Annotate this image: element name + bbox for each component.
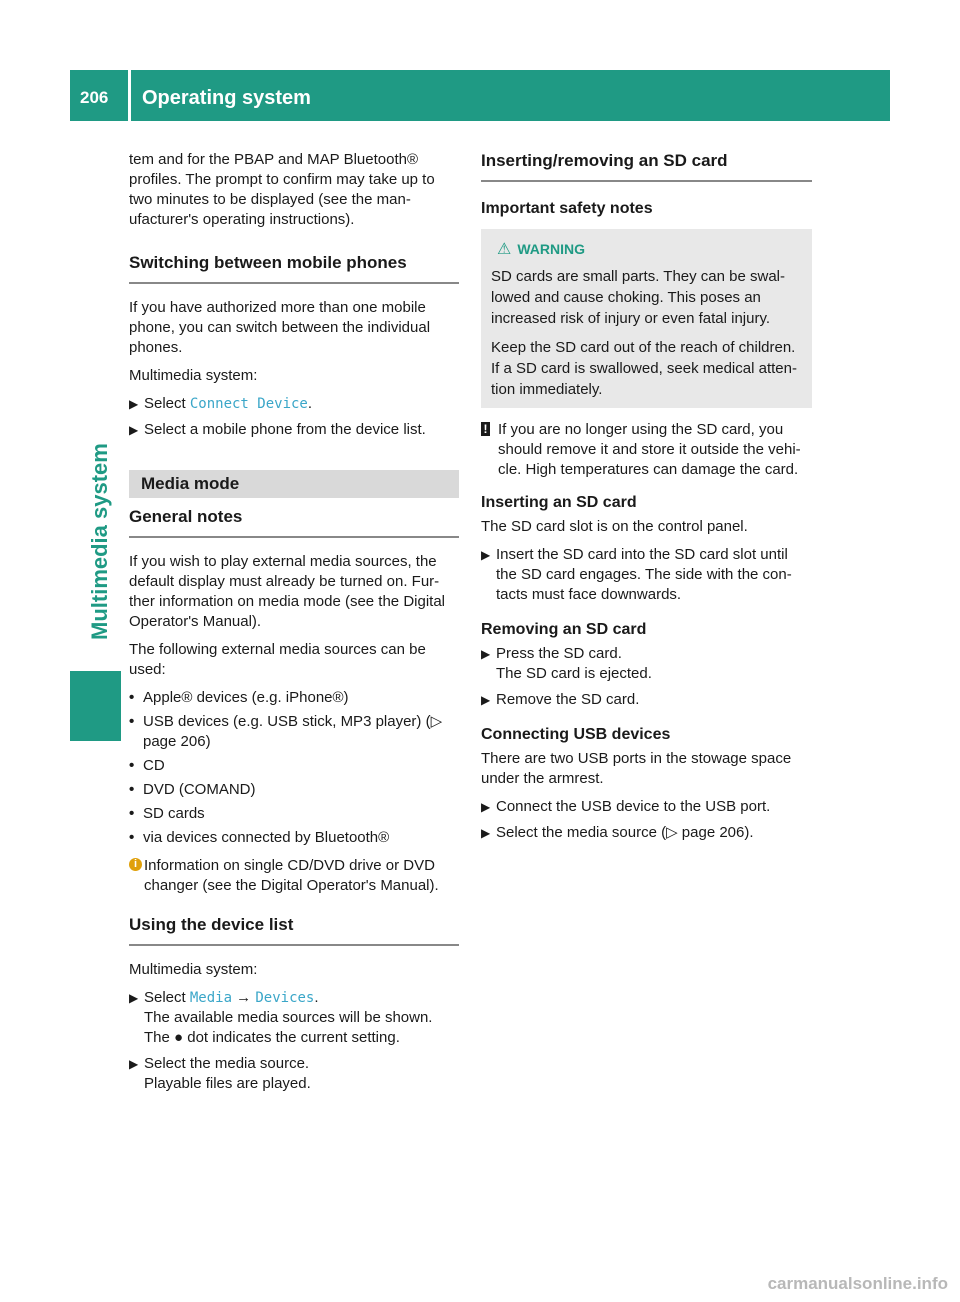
- warning-box: [481, 229, 812, 408]
- bullet-icon: •: [129, 805, 135, 822]
- device-list-step-2: ▶ Select the media source. Playable files are played.: [129, 1055, 311, 1092]
- watermark: carmanualsonline.info: [767, 1274, 948, 1293]
- inserting-text: The SD card slot is on the control panel.: [481, 518, 748, 535]
- bullet-icon: •: [129, 757, 135, 774]
- device-list-step-1: ▶ Select Media → Devices. The available media sources will be shown. The ● dot indicates the current setting.: [129, 989, 433, 1046]
- general-notes-heading: General notes: [129, 506, 459, 538]
- warning-text-1: SD cards are small parts. They can be swal-lowed and cause choking. This poses an increased risk of injury or even fatal injury.: [491, 268, 786, 327]
- step-arrow-icon: ▶: [129, 423, 139, 437]
- general-text-1: If you wish to play external media sources, the default display must already be turned on. Fur-ther information on media mode (see the Digital Operator's Manual).: [129, 553, 445, 630]
- left-column: [129, 150, 459, 1100]
- info-note: i Information on single CD/DVD drive or DVD changer (see the Digital Operator's Manual).: [129, 856, 459, 896]
- removing-step-2: ▶ Remove the SD card.: [481, 691, 640, 708]
- bullet-icon: •: [129, 781, 135, 798]
- bullet-icon: •: [129, 713, 135, 730]
- switching-step-2: ▶ Select a mobile phone from the device list.: [129, 421, 426, 438]
- switching-system-label: Multimedia system:: [129, 367, 258, 384]
- removing-heading: Removing an SD card: [481, 621, 647, 638]
- page-title: Operating system: [142, 87, 311, 109]
- usb-heading: Connecting USB devices: [481, 726, 671, 743]
- intro-paragraph: tem and for the PBAP and MAP Bluetooth® profiles. The prompt to confirm may take up to two minutes to be displayed (see the man-ufacturer's operating instructions).: [129, 151, 435, 228]
- inserting-step: ▶ Insert the SD card into the SD card slot until the SD card engages. The side with the con-tacts must face downwards.: [481, 546, 792, 603]
- list-item: • via devices connected by Bluetooth®: [129, 829, 390, 846]
- bullet-icon: •: [129, 829, 135, 846]
- sd-heading: Inserting/removing an SD card: [481, 150, 812, 182]
- chapter-label: Multimedia system: [87, 443, 112, 640]
- media-mode-band: Media mode: [129, 470, 459, 498]
- general-text-2: The following external media sources can be used:: [129, 641, 426, 678]
- list-item: • CD: [129, 757, 165, 774]
- switching-text: If you have authorized more than one mobile phone, you can switch between the individual phones.: [129, 299, 431, 356]
- warning-header: ⚠ WARNING: [497, 241, 586, 258]
- step-arrow-icon: ▶: [129, 991, 139, 1005]
- list-item: • Apple® devices (e.g. iPhone®): [129, 689, 349, 706]
- devices-menu[interactable]: Devices: [255, 990, 315, 1006]
- info-icon: i: [129, 858, 142, 871]
- connect-device-menu[interactable]: Connect Device: [189, 396, 308, 412]
- inserting-heading: Inserting an SD card: [481, 494, 637, 511]
- usb-step-2: ▶ Select the media source (▷ page 206).: [481, 824, 754, 841]
- caution-note: ! If you are no longer using the SD card, you should remove it and store it outside the vehi-cle. High temperatures can damage the card.: [481, 420, 812, 480]
- header-divider: [128, 70, 131, 121]
- list-item: • USB devices (e.g. USB stick, MP3 player) (▷ page 206): [129, 713, 443, 750]
- removing-step-1: ▶ Press the SD card. The SD card is ejected.: [481, 645, 652, 682]
- media-menu[interactable]: Media: [189, 990, 233, 1006]
- step-arrow-icon: ▶: [481, 800, 491, 814]
- safety-heading: Important safety notes: [481, 200, 653, 217]
- page-number: 206: [80, 88, 109, 107]
- switching-step-1: ▶ Select Connect Device.: [129, 395, 313, 412]
- list-item: • SD cards: [129, 805, 205, 822]
- device-list-heading: Using the device list: [129, 914, 459, 946]
- step-arrow-icon: ▶: [481, 647, 491, 661]
- step-arrow-icon: ▶: [481, 693, 491, 707]
- exclamation-icon: !: [481, 422, 490, 436]
- warning-triangle-icon: ⚠: [497, 241, 512, 258]
- step-arrow-icon: ▶: [129, 1057, 139, 1071]
- step-arrow-icon: ▶: [481, 548, 491, 562]
- right-column: [481, 150, 812, 849]
- device-list-system-label: Multimedia system:: [129, 961, 258, 978]
- page-header: [70, 70, 890, 121]
- usb-text: There are two USB ports in the stowage space under the armrest.: [481, 750, 792, 787]
- switching-heading: Switching between mobile phones: [129, 252, 459, 284]
- bullet-icon: •: [129, 689, 135, 706]
- list-item: • DVD (COMAND): [129, 781, 256, 798]
- chapter-marker: [70, 671, 121, 741]
- warning-text-2: Keep the SD card out of the reach of children. If a SD card is swallowed, seek medical atten-tion immediately.: [491, 339, 797, 398]
- step-arrow-icon: ▶: [481, 826, 491, 840]
- step-arrow-icon: ▶: [129, 397, 139, 411]
- usb-step-1: ▶ Connect the USB device to the USB port.: [481, 798, 771, 815]
